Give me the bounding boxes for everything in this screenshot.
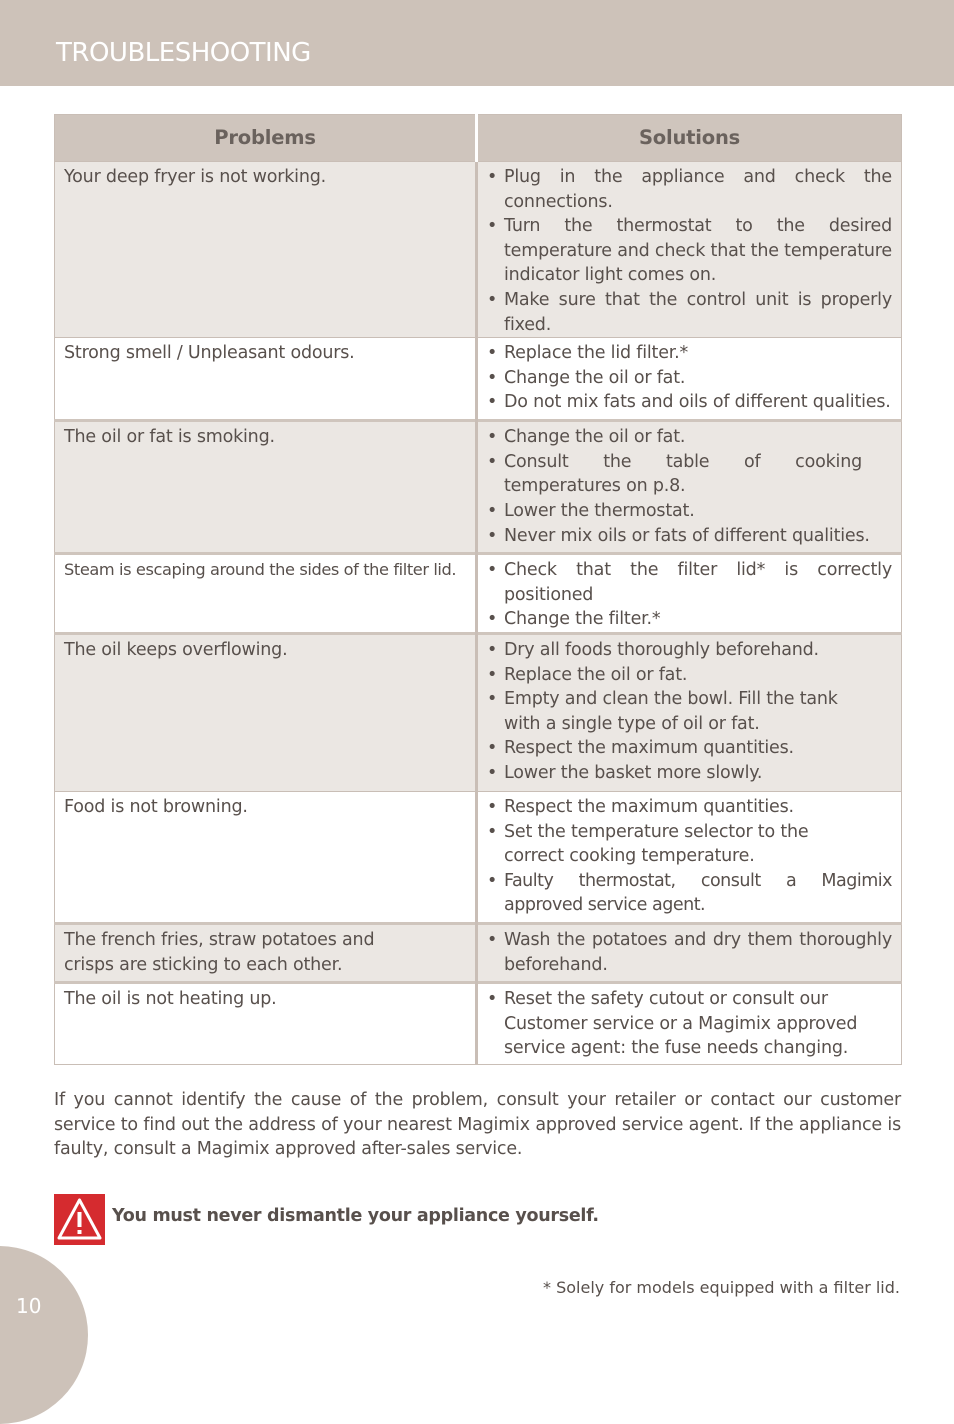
solution-cell	[477, 554, 902, 634]
solution-cell	[477, 633, 902, 791]
solution-item: • Replace the lid filter.*	[487, 341, 892, 366]
solution-item: • Replace the oil or fat.	[487, 663, 892, 688]
solution-item: • Never mix oils or fats of different qualities.	[487, 524, 892, 549]
solution-item: • Respect the maximum quantities.	[487, 795, 892, 820]
solution-item: • Change the filter.*	[487, 607, 892, 632]
table-row	[55, 923, 902, 982]
solution-item: • Lower the basket more slowly.	[487, 761, 892, 786]
troubleshooting-table	[54, 114, 902, 1065]
problem-text: The french fries, straw potatoes and crisps are sticking to each other.	[64, 929, 375, 975]
solution-item: • Dry all foods thoroughly beforehand.	[487, 638, 892, 663]
solution-item: • Make sure that the control unit is properly fixed.	[487, 288, 892, 337]
problem-text: Strong smell / Unpleasant odours.	[64, 343, 355, 364]
solution-cell	[477, 982, 902, 1064]
page-number: 10	[16, 1294, 42, 1318]
problem-cell	[55, 554, 477, 634]
solution-item: • Do not mix fats and oils of different qualities.	[487, 390, 892, 415]
solution-cell	[477, 923, 902, 982]
solution-item: • Change the oil or fat.	[487, 366, 892, 391]
problem-text: Steam is escaping around the sides of the filter lid.	[64, 560, 457, 580]
problem-cell	[55, 982, 477, 1064]
header-bar	[0, 0, 954, 86]
solution-item: • Faulty thermostat, consult a Magimix approved service agent.	[487, 869, 892, 918]
solution-cell	[477, 791, 902, 923]
warning-triangle-icon	[54, 1194, 105, 1245]
table-row	[55, 162, 902, 338]
problem-cell	[55, 162, 477, 338]
problem-text: The oil keeps overflowing.	[64, 639, 288, 660]
problem-cell	[55, 338, 477, 421]
solution-item: • Set the temperature selector to the correct cooking temperature.	[487, 820, 892, 869]
solution-item: • Respect the maximum quantities.	[487, 736, 892, 761]
solution-item: • Consult the table of cooking temperatures on p.8.	[487, 450, 892, 499]
warning-message: You must never dismantle your appliance yourself.	[112, 1206, 599, 1226]
problem-text: Your deep fryer is not working.	[64, 167, 327, 187]
solution-item: • Turn the thermostat to the desired temperature and check that the temperature indicator light comes on.	[487, 214, 892, 288]
advice-paragraph: If you cannot identify the cause of the problem, consult your retailer or contact our customer service to find out the address of your nearest Magimix approved service agent. If the appliance is faulty, consult a Magimix approved after-sales service.	[54, 1090, 901, 1160]
solution-cell	[477, 421, 902, 554]
column-header-problems: Problems	[55, 115, 477, 162]
footnote: * Solely for models equipped with a filter lid.	[543, 1278, 900, 1297]
problem-text: The oil or fat is smoking.	[64, 427, 275, 448]
table-row	[55, 982, 902, 1064]
table-row	[55, 633, 902, 791]
table-row	[55, 791, 902, 923]
solution-item: • Plug in the appliance and check the connections.	[487, 165, 892, 214]
solution-item: • Reset the safety cutout or consult our Customer service or a Magimix approved service agent: the fuse needs changing.	[487, 987, 892, 1061]
problem-text: The oil is not heating up.	[64, 988, 277, 1009]
table-row	[55, 338, 902, 421]
solution-item: • Change the oil or fat.	[487, 425, 892, 450]
table-row	[55, 554, 902, 634]
column-header-solutions: Solutions	[477, 115, 902, 162]
solution-item: • Wash the potatoes and dry them thoroughly beforehand.	[487, 928, 892, 977]
problem-cell	[55, 923, 477, 982]
solution-item: • Empty and clean the bowl. Fill the tank with a single type of oil or fat.	[487, 687, 892, 736]
page-title: TROUBLESHOOTING	[56, 38, 311, 68]
problem-cell	[55, 633, 477, 791]
solution-item: • Check that the filter lid* is correctly positioned	[487, 558, 892, 607]
problem-text: Food is not browning.	[64, 796, 248, 817]
solution-item: • Lower the thermostat.	[487, 499, 892, 524]
problem-cell	[55, 791, 477, 923]
solution-cell	[477, 162, 902, 338]
problem-cell	[55, 421, 477, 554]
page-number-badge	[0, 1246, 88, 1424]
solution-cell	[477, 338, 902, 421]
table-row	[55, 421, 902, 554]
